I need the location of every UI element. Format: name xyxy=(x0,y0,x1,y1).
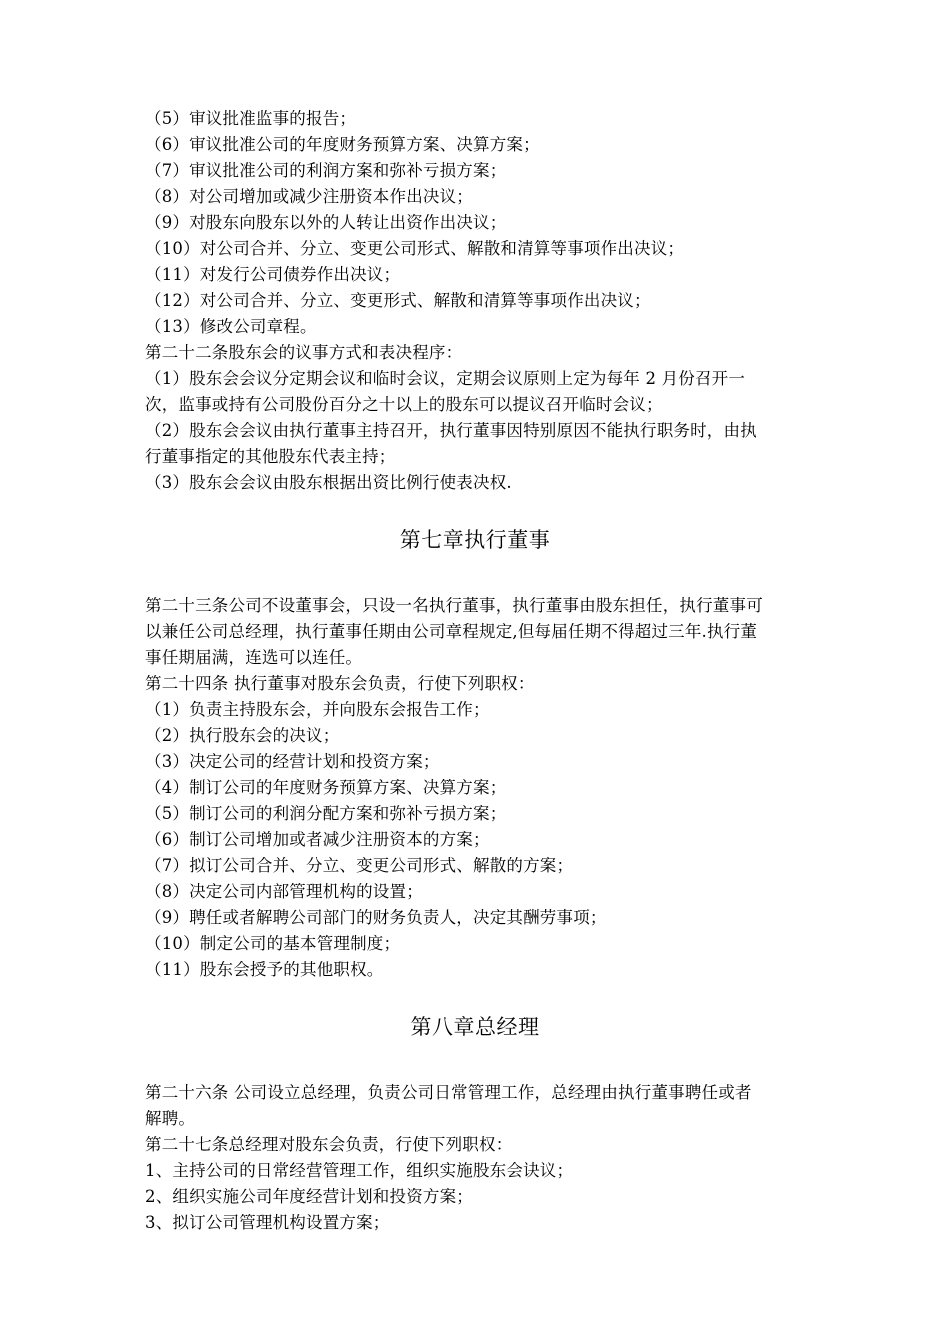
text-line: （1）股东会会议分定期会议和临时会议，定期会议原则上定为每年 2 月份召开一 xyxy=(145,369,746,388)
text-line: （4）制订公司的年度财务预算方案、决算方案； xyxy=(145,778,507,797)
text-line: （12）对公司合并、分立、变更形式、解散和清算等事项作出决议； xyxy=(145,291,651,310)
text-line: 第二十六条 公司设立总经理，负责公司日常管理工作，总经理由执行董事聘任或者 xyxy=(145,1083,752,1102)
chapter-8-heading: 第八章总经理 xyxy=(410,1015,540,1039)
chapter-7-heading: 第七章执行董事 xyxy=(399,528,551,552)
section-shareholder-meeting xyxy=(145,106,825,496)
text-line: （8）对公司增加或减少注册资本作出决议； xyxy=(145,187,473,206)
text-line: （10）对公司合并、分立、变更公司形式、解散和清算等事项作出决议； xyxy=(145,239,685,258)
text-line: 第二十七条总经理对股东会负责，行使下列职权： xyxy=(145,1135,513,1154)
text-line: （6）审议批准公司的年度财务预算方案、决算方案； xyxy=(145,135,540,154)
section-executive-director xyxy=(145,593,825,983)
text-line: （7）审议批准公司的利润方案和弥补亏损方案； xyxy=(145,161,507,180)
text-line: （9）聘任或者解聘公司部门的财务负责人，决定其酬劳事项； xyxy=(145,908,607,927)
text-line: （13）修改公司章程。 xyxy=(145,317,317,336)
text-line: （9）对股东向股东以外的人转让出资作出决议； xyxy=(145,213,507,232)
text-line: 次，监事或持有公司股份百分之十以上的股东可以提议召开临时会议； xyxy=(145,395,663,414)
text-line: （1）负责主持股东会，并向股东会报告工作； xyxy=(145,700,490,719)
text-line: （11）股东会授予的其他职权。 xyxy=(145,960,384,979)
text-line: 行董事指定的其他股东代表主持； xyxy=(145,447,396,466)
text-line: 事任期届满，连选可以连任。 xyxy=(145,648,363,667)
text-line: （5）审议批准监事的报告； xyxy=(145,109,357,128)
text-line: （6）制订公司增加或者减少注册资本的方案； xyxy=(145,830,490,849)
text-line: 第二十四条 执行董事对股东会负责，行使下列职权： xyxy=(145,674,535,693)
section-general-manager xyxy=(145,1080,825,1236)
document-content xyxy=(145,106,825,1236)
text-line: （2）执行股东会的决议； xyxy=(145,726,340,745)
text-line: 以兼任公司总经理，执行董事任期由公司章程规定,但每届任期不得超过三年.执行董 xyxy=(145,622,758,641)
text-line: 1、主持公司的日常经营管理工作，组织实施股东会诀议； xyxy=(145,1161,574,1180)
text-line: （2）股东会会议由执行董事主持召开，执行董事因特别原因不能执行职务时，由执 xyxy=(145,421,757,440)
text-line: 第二十二条股东会的议事方式和表决程序： xyxy=(145,343,463,362)
text-line: 2、组织实施公司年度经营计划和投资方案； xyxy=(145,1187,473,1206)
text-line: （10）制定公司的基本管理制度； xyxy=(145,934,401,953)
text-line: （7）拟订公司合并、分立、变更公司形式、解散的方案； xyxy=(145,856,574,875)
text-line: （11）对发行公司债券作出决议； xyxy=(145,265,401,284)
text-line: （3）决定公司的经营计划和投资方案； xyxy=(145,752,440,771)
text-line: （5）制订公司的利润分配方案和弥补亏损方案； xyxy=(145,804,507,823)
text-line: 第二十三条公司不设董事会，只设一名执行董事，执行董事由股东担任，执行董事可 xyxy=(145,596,763,615)
text-line: （3）股东会会议由股东根据出资比例行使表决权. xyxy=(145,473,512,492)
text-line: 解聘。 xyxy=(145,1109,196,1128)
text-line: 3、拟订公司管理机构设置方案； xyxy=(145,1213,390,1232)
text-line: （8）决定公司内部管理机构的设置； xyxy=(145,882,423,901)
